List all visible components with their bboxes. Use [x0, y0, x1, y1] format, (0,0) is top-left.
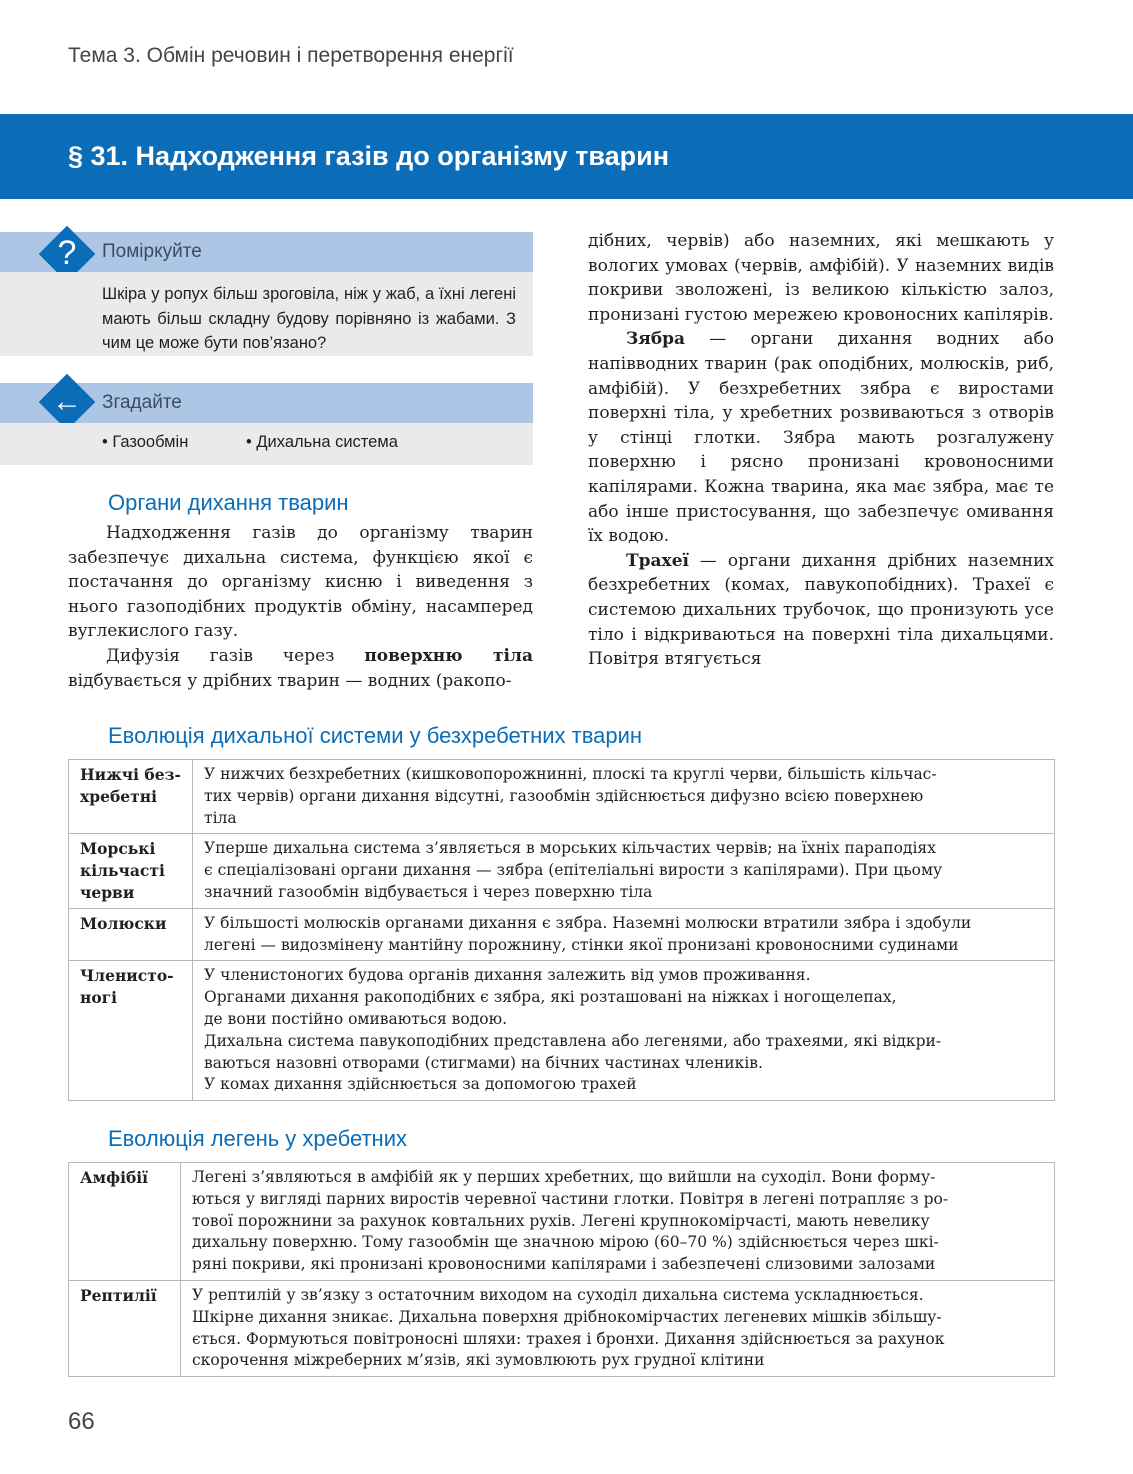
group-label-line: Молюски: [80, 913, 167, 933]
vertebrates-table: [68, 1162, 1055, 1377]
recall-item: • Газообмін: [102, 433, 189, 451]
description-line: Органами дихання ракоподібних є зябра, які розташовані на ніжках і ногощелепах,: [204, 988, 897, 1007]
description-line: скорочення міжреберних м’язів, які зумовлюють рух грудної клітини: [192, 1351, 765, 1370]
arrow-left-icon: ←: [52, 385, 82, 418]
group-label-line: Рептилії: [80, 1285, 157, 1305]
group-label-line: хребетні: [80, 786, 157, 806]
bold-term: Зябра: [626, 329, 686, 350]
row-group-label: [69, 1163, 181, 1281]
title-bar: [0, 114, 1133, 199]
group-label-line: черви: [80, 882, 135, 902]
table-row: [69, 834, 1055, 908]
description-line: тіла: [204, 808, 237, 827]
description-line: У нижчих безхребетних (кишковопорожнинні, плоскі та круглі черви, більшість кільчас-: [204, 765, 937, 783]
section-heading: Еволюція дихальної системи у безхребетних тварин: [108, 723, 643, 748]
table-row: [69, 908, 1055, 961]
description-line: Дихальна система павукоподібних представлена або легенями, або трахеями, які відкри-: [204, 1031, 942, 1050]
description-line: У членистоногих будова органів дихання залежить від умов проживання.: [204, 966, 811, 985]
left-column-text: [68, 521, 533, 693]
description-line: ряні покриви, які пронизані кровоносними капілярами і забезпечені слизовими залозами: [192, 1255, 936, 1274]
paragraph: Надходження газів до організму тварин забезпечує дихальна система, функцією якої є постачання до організму кисню і виведення з нього газоподібних продуктів обміну, насамперед вуглекислого газу.: [68, 523, 533, 642]
description-line: ваються назовні отворами (стигмами) на бічних частинах члеників.: [204, 1053, 763, 1072]
description-line: Уперше дихальна система з’являється в морських кільчастих червів; на їхніх параподіях: [204, 839, 936, 858]
table-row: [69, 1280, 1055, 1376]
description-line: Шкірне дихання зникає. Дихальна поверхня дрібнокомірчастих легеневих мішків збільшу-: [192, 1307, 942, 1326]
group-label-line: Амфібії: [80, 1168, 149, 1187]
think-box-body: [0, 272, 533, 356]
bold-term: Трахеї: [626, 550, 689, 571]
row-description: [193, 961, 1055, 1101]
row-description: [193, 908, 1055, 961]
description-line: де вони постійно омиваються водою.: [204, 1009, 508, 1028]
paragraph: дібних, червів) або наземних, які мешкають у вологих умовах (червів, амфібій). У наземних видів покриви зволожені, із великою кількістю залоз, пронизані густою мережею кровоносних капілярів.: [588, 231, 1054, 325]
invertebrates-table: [68, 759, 1055, 1101]
paragraph: Трахеї — органи дихання дрібних наземних безхребетних (комах, павукопобідних). Трахеї є системою дихальних трубочок, що пронизують усе тіло і відкриваються на поверхні тіла дихальцями. Повітря втягується: [588, 550, 1054, 670]
think-box-text: Шкіра у ропух більш зроговіла, ніж у жаб, а їхні легені мають більш складну будову порівняно із жабами. З чим це може бути пов’язано?: [102, 285, 516, 352]
row-description: [193, 834, 1055, 908]
page-number: 66: [68, 1408, 95, 1435]
group-label-line: ногі: [80, 988, 118, 1008]
description-line: У рептилій у зв’язку з остаточним виходом на суходіл дихальна система ускладнюється.: [192, 1285, 924, 1304]
description-line: дихальну поверхню. Тому газообмін ще значною мірою (60–70 %) здійснюється через шкі-: [192, 1233, 939, 1252]
section-heading: Органи дихання тварин: [108, 490, 349, 515]
think-box-label: Поміркуйте: [102, 241, 202, 262]
group-label-line: кільчасті: [80, 861, 165, 881]
paragraph: Зябра — органи дихання водних або напівводних тварин (рак оподібних, молюсків, риб, амфібій). У безхребетних зябра є виростами поверхні тіла, у хребетних розвиваються з отворів у стінці глотки. Зябра мають розгалужену поверхню і рясно пронизані кровоносними капілярами. Кожна тварина, яка має зябра, має те або інше пристосування, що забезпечує омивання їх водою.: [588, 329, 1054, 547]
description-line: тової порожнини за рахунок ковтальних рухів. Легені крупнокомірчасті, мають невелику: [192, 1211, 930, 1230]
description-line: ється. Формуються повітроносні шляхи: трахея і бронхи. Дихання здійснюється за рахунок: [192, 1329, 945, 1348]
question-icon: ?: [57, 234, 77, 272]
description-line: У більшості молюсків органами дихання є зябра. Наземні молюски втратили зябра і здобули: [204, 913, 972, 932]
table-row: [69, 961, 1055, 1101]
description-line: є спеціалізовані органи дихання — зябра (епітеліальні вирости з капілярами). При цьому: [204, 861, 943, 880]
table-row: [69, 1163, 1055, 1281]
description-line: значний газообмін відбувається і через поверхню тіла: [204, 882, 653, 901]
right-column-text: [588, 229, 1054, 672]
row-description: [181, 1163, 1055, 1281]
recall-item: • Дихальна система: [246, 433, 398, 451]
running-header: Тема 3. Обмін речовин і перетворення енергії: [68, 44, 514, 67]
table-row: [69, 760, 1055, 834]
paragraph: Дифузія газів через поверхню тіла відбувається у дрібних тварин — водних (ракопо-: [68, 645, 533, 691]
description-line: Легені з’являються в амфібій як у перших хребетних, що вийшли на суходіл. Вони форму-: [192, 1168, 936, 1186]
group-label-line: Членисто-: [80, 966, 174, 986]
description-line: У комах дихання здійснюється за допомогою трахей: [204, 1075, 637, 1094]
recall-box-body: [0, 423, 533, 465]
row-description: [181, 1280, 1055, 1376]
group-label-line: Нижчі без-: [80, 765, 181, 784]
description-line: легені — видозмінену мантійну порожнину, стінки якої пронизані кровоносними судинами: [204, 935, 959, 954]
bold-term: поверхню тіла: [364, 645, 533, 666]
row-group-label: [69, 834, 193, 908]
description-line: тих червів) органи дихання відсутні, газообмін здійснюється дифузно всією поверхнею: [204, 786, 924, 805]
row-group-label: [69, 961, 193, 1101]
section-heading: Еволюція легень у хребетних: [108, 1126, 407, 1151]
description-line: ються у вигляді парних виростів черевної частини глотки. Повітря в легені потрапляє з ро-: [192, 1189, 949, 1208]
recall-box-label: Згадайте: [102, 392, 182, 413]
row-group-label: [69, 760, 193, 834]
row-group-label: [69, 1280, 181, 1376]
page-title: § 31. Надходження газів до організму тварин: [68, 141, 670, 171]
row-description: [193, 760, 1055, 834]
group-label-line: Морські: [80, 839, 156, 859]
row-group-label: [69, 908, 193, 961]
